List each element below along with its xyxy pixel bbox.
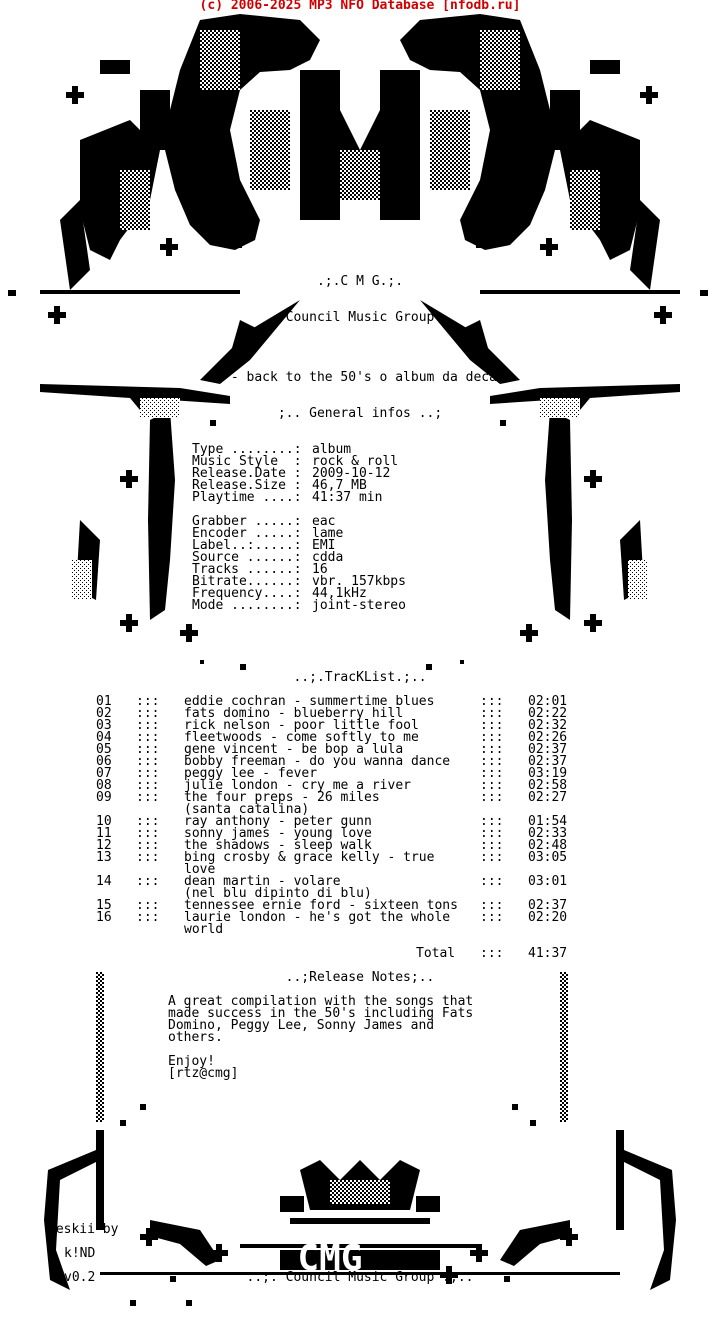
- track-separator: :::: [136, 874, 160, 889]
- track-row-continued: [0, 924, 720, 936]
- track-title: sonny james - young love: [184, 826, 372, 841]
- track-title: dean martin - volare: [184, 874, 341, 889]
- footer-logo: CMG: [297, 1238, 363, 1279]
- track-number: 04: [96, 730, 112, 745]
- track-title: rick nelson - poor little fool: [184, 718, 419, 733]
- track-number: 14: [96, 874, 112, 889]
- track-number: 06: [96, 754, 112, 769]
- info-value: lame: [312, 526, 344, 541]
- track-separator: :::: [480, 826, 504, 841]
- track-title: ray anthony - peter gunn: [184, 814, 372, 829]
- track-separator: :::: [136, 706, 160, 721]
- track-title-continued: love: [184, 862, 216, 877]
- info-label: Mode ........:: [192, 598, 302, 613]
- track-time: 02:27: [528, 790, 568, 805]
- track-separator: :::: [136, 730, 160, 745]
- info-value: 46,7 MB: [312, 478, 367, 493]
- info-row: [0, 540, 720, 552]
- info-value: eac: [312, 514, 336, 529]
- track-number: 03: [96, 718, 112, 733]
- track-number: 10: [96, 814, 112, 829]
- info-label: Tracks ......:: [192, 562, 302, 577]
- track-time: 03:19: [528, 766, 568, 781]
- track-number: 01: [96, 694, 112, 709]
- track-number: 05: [96, 742, 112, 757]
- section-tracklist: ..;.TracKList.;..: [293, 670, 427, 685]
- track-separator: :::: [136, 718, 160, 733]
- track-title: bobby freeman - do you wanna dance: [184, 754, 451, 769]
- info-value: 16: [312, 562, 328, 577]
- track-separator: :::: [480, 778, 504, 793]
- info-label: Bitrate......:: [192, 574, 302, 589]
- track-separator: :::: [136, 910, 160, 925]
- track-time: 03:01: [528, 874, 568, 889]
- track-separator: :::: [480, 742, 504, 757]
- track-number: 09: [96, 790, 112, 805]
- info-label: Type ........:: [192, 442, 302, 457]
- track-row: [0, 852, 720, 864]
- track-separator: :::: [136, 790, 160, 805]
- info-row: [0, 528, 720, 540]
- release-title: va - back to the 50's o album da decada: [207, 370, 513, 385]
- info-label: Playtime ....:: [192, 490, 302, 505]
- track-separator: :::: [480, 910, 504, 925]
- track-separator: :::: [480, 754, 504, 769]
- credit-line-3: v0.2: [64, 1270, 96, 1285]
- info-label: Release.Date :: [192, 466, 302, 481]
- track-title: gene vincent - be bop a lula: [184, 742, 404, 757]
- track-number: 02: [96, 706, 112, 721]
- track-title: peggy lee - fever: [184, 766, 318, 781]
- track-title: laurie london - he's got the whole: [184, 910, 451, 925]
- info-label: Grabber .....:: [192, 514, 302, 529]
- total-separator: :::: [480, 946, 504, 961]
- track-time: 02:26: [528, 730, 568, 745]
- track-separator: :::: [480, 790, 504, 805]
- info-value: album: [312, 442, 352, 457]
- note-line: Domino, Peggy Lee, Sonny James and: [168, 1018, 435, 1033]
- note-line: A great compilation with the songs that: [168, 994, 474, 1009]
- track-separator: :::: [480, 814, 504, 829]
- track-title: eddie cochran - summertime blues: [184, 694, 435, 709]
- total-row: [0, 948, 720, 960]
- total-label: Total: [416, 946, 456, 961]
- track-number: 11: [96, 826, 112, 841]
- info-value: EMI: [312, 538, 336, 553]
- track-time: 01:54: [528, 814, 568, 829]
- section-general-infos: ;.. General infos ..;: [277, 406, 443, 421]
- info-label: Frequency....:: [192, 586, 302, 601]
- info-value: joint-stereo: [312, 598, 406, 613]
- track-time: 02:22: [528, 706, 568, 721]
- section-release-notes: ..;Release Notes;..: [285, 970, 435, 985]
- note-line: [rtz@cmg]: [168, 1066, 239, 1081]
- track-separator: :::: [480, 874, 504, 889]
- track-separator: :::: [136, 838, 160, 853]
- track-title: fleetwoods - come softly to me: [184, 730, 419, 745]
- track-separator: :::: [136, 742, 160, 757]
- track-separator: :::: [480, 706, 504, 721]
- track-separator: :::: [136, 766, 160, 781]
- track-separator: :::: [136, 826, 160, 841]
- track-number: 07: [96, 766, 112, 781]
- info-row: [0, 516, 720, 528]
- track-row: [0, 792, 720, 804]
- footer-group-name: ..;. Council Music Group .;..: [246, 1270, 474, 1285]
- info-value: vbr. 157kbps: [312, 574, 406, 589]
- info-value: cdda: [312, 550, 344, 565]
- track-separator: :::: [480, 898, 504, 913]
- track-title: fats domino - blueberry hill: [184, 706, 404, 721]
- track-title-continued: world: [184, 922, 224, 937]
- info-label: Release.Size :: [192, 478, 302, 493]
- track-time: 02:37: [528, 742, 568, 757]
- track-time: 02:37: [528, 898, 568, 913]
- track-separator: :::: [480, 850, 504, 865]
- info-label: Label..:.....:: [192, 538, 302, 553]
- track-separator: :::: [480, 730, 504, 745]
- track-separator: :::: [136, 898, 160, 913]
- track-number: 15: [96, 898, 112, 913]
- track-time: 02:33: [528, 826, 568, 841]
- copyright-banner: (c) 2006-2025 MP3 NFO Database [nfodb.ru]: [199, 0, 521, 13]
- info-label: Encoder .....:: [192, 526, 302, 541]
- track-time: 02:48: [528, 838, 568, 853]
- track-title-continued: (santa catalina): [184, 802, 310, 817]
- track-title: julie london - cry me a river: [184, 778, 411, 793]
- track-title-continued: (nel blu dipinto di blu): [184, 886, 372, 901]
- info-value: 2009-10-12: [312, 466, 391, 481]
- track-separator: :::: [136, 778, 160, 793]
- track-separator: :::: [136, 850, 160, 865]
- info-value: 41:37 min: [312, 490, 383, 505]
- credit-line-1: aeskii by: [48, 1222, 119, 1237]
- track-time: 02:58: [528, 778, 568, 793]
- track-separator: :::: [136, 754, 160, 769]
- info-label: Music Style :: [192, 454, 302, 469]
- track-number: 12: [96, 838, 112, 853]
- track-title: tennessee ernie ford - sixteen tons: [184, 898, 458, 913]
- track-time: 02:20: [528, 910, 568, 925]
- track-separator: :::: [480, 718, 504, 733]
- track-number: 08: [96, 778, 112, 793]
- track-number: 13: [96, 850, 112, 865]
- track-separator: :::: [136, 694, 160, 709]
- track-separator: :::: [136, 814, 160, 829]
- note-line: made success in the 50's including Fats: [168, 1006, 474, 1021]
- credit-line-2: k!ND: [64, 1246, 96, 1261]
- track-title: the four preps - 26 miles: [184, 790, 380, 805]
- group-name: .Council Music Group.: [277, 310, 443, 325]
- track-row: [0, 912, 720, 924]
- track-separator: :::: [480, 838, 504, 853]
- note-line: others.: [168, 1030, 223, 1045]
- info-row: [0, 492, 720, 504]
- group-tag: .;.C M G.;.: [316, 274, 404, 289]
- info-value: rock & roll: [312, 454, 399, 469]
- info-row: [0, 600, 720, 612]
- track-time: 02:37: [528, 754, 568, 769]
- track-title: the shadows - sleep walk: [184, 838, 372, 853]
- note-line: Enjoy!: [168, 1054, 215, 1069]
- track-time: 02:32: [528, 718, 568, 733]
- track-time: 03:05: [528, 850, 568, 865]
- total-time: 41:37: [528, 946, 568, 961]
- info-label: Source ......:: [192, 550, 302, 565]
- info-row: [0, 552, 720, 564]
- track-number: 16: [96, 910, 112, 925]
- track-title: bing crosby & grace kelly - true: [184, 850, 435, 865]
- track-time: 02:01: [528, 694, 568, 709]
- track-separator: :::: [480, 694, 504, 709]
- track-separator: :::: [480, 766, 504, 781]
- info-value: 44,1kHz: [312, 586, 367, 601]
